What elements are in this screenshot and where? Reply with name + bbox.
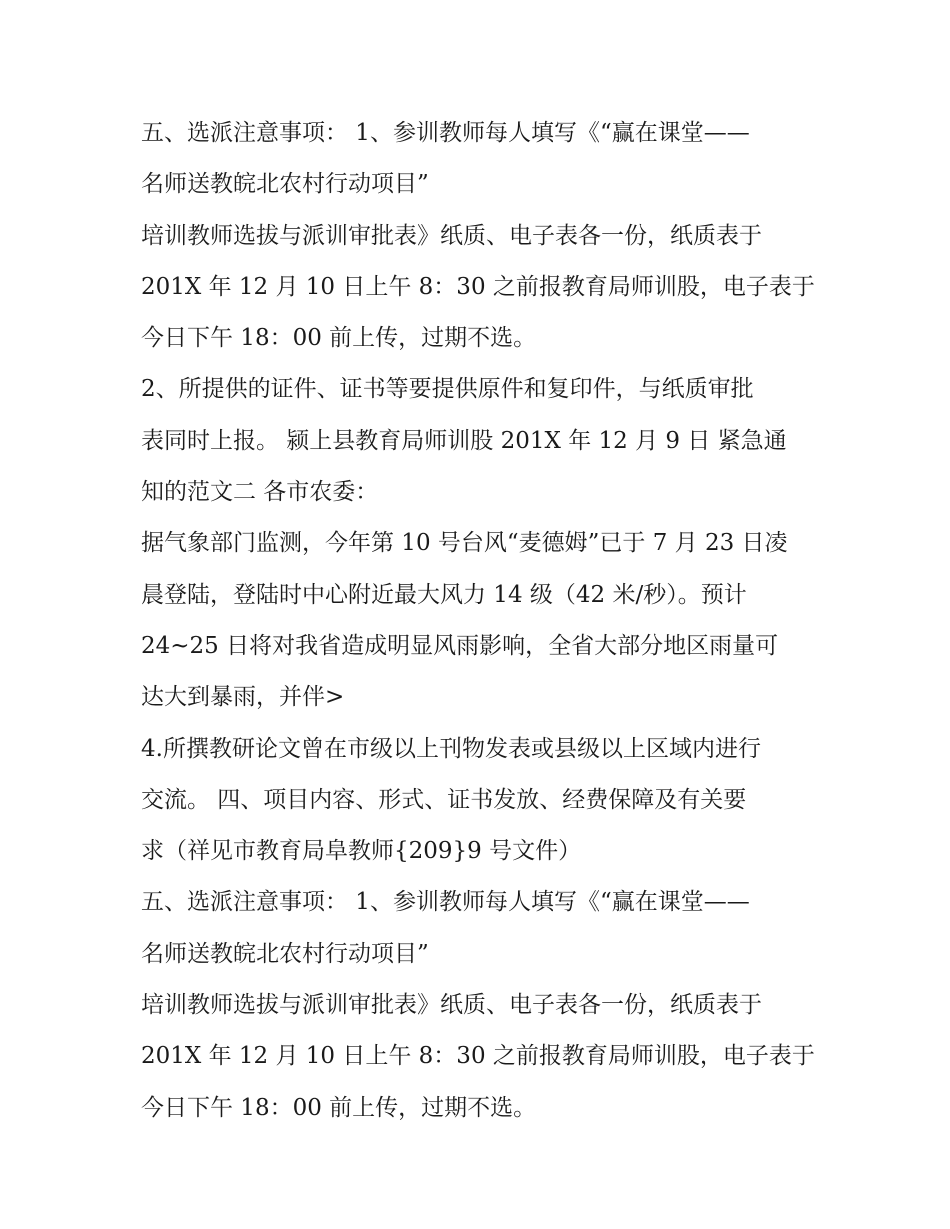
text-line: 今日下午 18：00 前上传，过期不选。 bbox=[141, 1094, 537, 1121]
text-line: 五、选派注意事项： 1、参训教师每人填写《“赢在课堂—— bbox=[141, 889, 750, 916]
text-line: 表同时上报。 颍上县教育局师训股 201X 年 12 月 9 日 紧急通 bbox=[141, 427, 787, 454]
text-line: 名师送教皖北农村行动项目” bbox=[141, 940, 429, 967]
document-body bbox=[141, 108, 821, 1134]
text-line: 求（祥见市教育局阜教师{209}9 号文件） bbox=[141, 838, 582, 865]
text-line: 培训教师选拔与派训审批表》纸质、电子表各一份，纸质表于 bbox=[141, 222, 762, 249]
text-line: 达大到暴雨，并伴> bbox=[141, 684, 345, 711]
text-line: 据气象部门监测，今年第 10 号台风“麦德姆”已于 7 月 23 日凌 bbox=[141, 530, 788, 557]
text-line: 晨登陆，登陆时中心附近最大风力 14 级（42 米/秒）。预计 bbox=[141, 581, 747, 608]
text-line: 201X 年 12 月 10 日上午 8：30 之前报教育局师训股，电子表于 bbox=[141, 1043, 815, 1070]
text-line: 24~25 日将对我省造成明显风雨影响，全省大部分地区雨量可 bbox=[141, 632, 779, 659]
text-line: 名师送教皖北农村行动项目” bbox=[141, 171, 429, 198]
text-line: 4.所撰教研论文曾在市级以上刊物发表或县级以上区域内进行 bbox=[141, 735, 761, 762]
text-line: 知的范文二 各市农委： bbox=[141, 479, 379, 506]
text-line: 交流。 四、项目内容、形式、证书发放、经费保障及有关要 bbox=[141, 786, 747, 813]
text-line: 2、所提供的证件、证书等要提供原件和复印件，与纸质审批 bbox=[141, 376, 754, 403]
text-line: 201X 年 12 月 10 日上午 8：30 之前报教育局师训股，电子表于 bbox=[141, 273, 815, 300]
text-line: 今日下午 18：00 前上传，过期不选。 bbox=[141, 325, 537, 352]
text-line: 五、选派注意事项： 1、参训教师每人填写《“赢在课堂—— bbox=[141, 120, 750, 146]
text-line: 培训教师选拔与派训审批表》纸质、电子表各一份，纸质表于 bbox=[141, 992, 762, 1019]
